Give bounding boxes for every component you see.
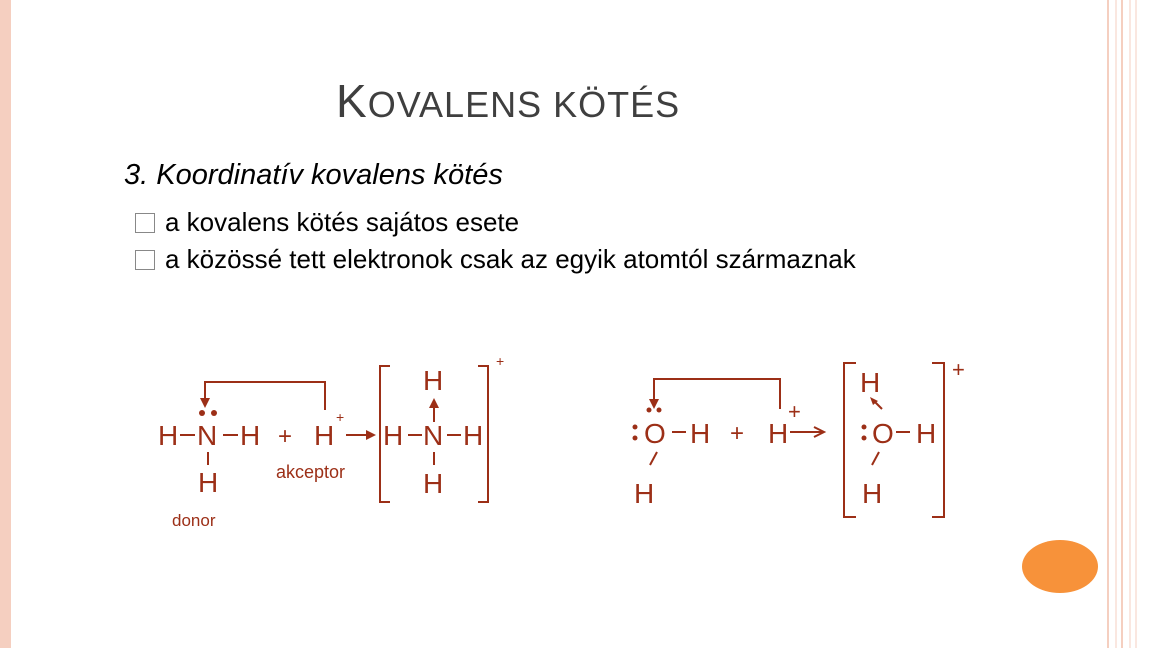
atom-H: H — [634, 478, 655, 509]
decorative-circle — [1022, 540, 1098, 593]
hydronium-formation-diagram — [612, 355, 974, 530]
slide-frame-right — [1102, 0, 1152, 648]
atom-N: N — [423, 420, 444, 451]
atom-H: H — [916, 418, 937, 449]
proton-charge: + — [788, 399, 801, 424]
bullet-text: a kovalens kötés sajátos esete — [165, 207, 520, 237]
title-rest: OVALENS KÖTÉS — [367, 84, 681, 125]
ammonium-formation-diagram — [150, 352, 520, 532]
slide-title — [336, 74, 680, 128]
atom-H: H — [198, 467, 219, 498]
atom-H: H — [383, 420, 404, 451]
slide-frame-left — [0, 0, 11, 648]
slide-subtitle: 3. Koordinatív kovalens kötés — [124, 159, 503, 191]
title-initial: K — [336, 75, 368, 127]
atom-H-proton: H — [314, 420, 335, 451]
atom-H: H — [860, 367, 881, 398]
acceptor-label: akceptor — [276, 462, 346, 482]
checkbox-bullet-icon — [135, 213, 155, 233]
atom-H: H — [862, 478, 883, 509]
donor-label: donor — [172, 511, 216, 530]
complex-charge: + — [496, 353, 505, 369]
bullet-text: a közössé tett elektronok csak az egyik atomtól származnak — [165, 244, 856, 274]
atom-H: H — [690, 418, 711, 449]
plus-sign: + — [730, 420, 745, 447]
atom-H: H — [158, 420, 179, 451]
atom-H: H — [423, 365, 444, 396]
proton-charge: + — [336, 409, 345, 425]
atom-O: O — [872, 418, 894, 449]
checkbox-bullet-icon — [135, 250, 155, 270]
bullet-item — [135, 241, 856, 278]
atom-H: H — [463, 420, 484, 451]
atom-H: H — [423, 468, 444, 499]
complex-charge: + — [952, 357, 965, 382]
atom-H: H — [240, 420, 261, 451]
donation-arrow — [205, 382, 325, 410]
atom-O: O — [644, 418, 666, 449]
donation-arrow — [654, 379, 780, 409]
bullet-item — [135, 204, 856, 241]
atom-H-proton: H — [768, 418, 789, 449]
atom-N: N — [197, 420, 218, 451]
plus-sign: + — [278, 423, 293, 450]
bullet-list — [135, 204, 856, 278]
